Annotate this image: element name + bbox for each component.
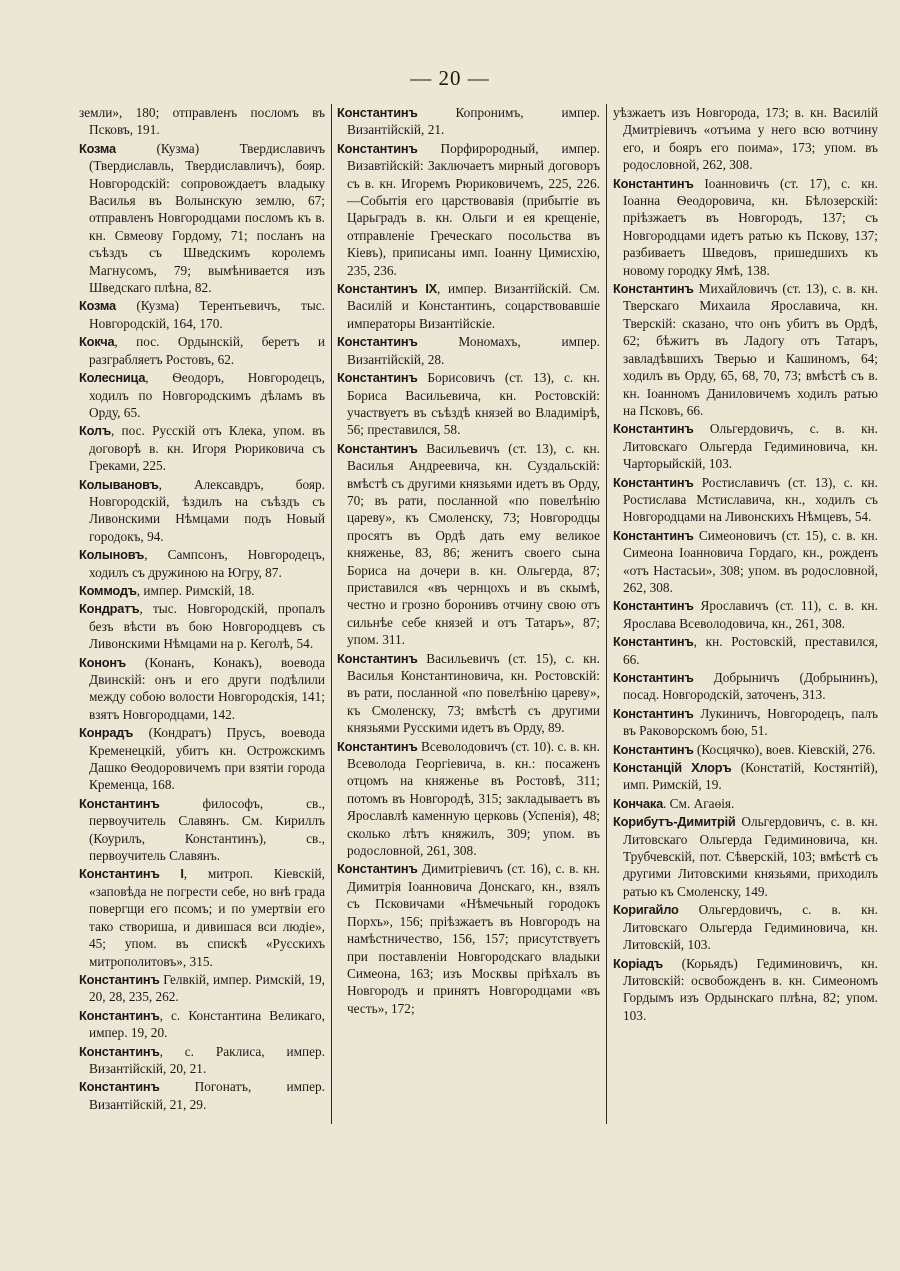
index-entry (613, 955, 878, 1025)
entry-headword: Константинъ (613, 474, 694, 490)
index-entry (613, 420, 878, 472)
entry-text: Васильевичъ (ст. 15), с. кн. Василья Константиновича, кн. Ростовскій: въ рати, посланной «по повелѣнію цареву», къ Смоленску, 73; вмѣстѣ съ другими князьями Русскими идетъ въ Орду, 89. (347, 650, 600, 736)
entry-text: (Кузма) Терентьевичъ, тыс. Новгородскій, 164, 170. (89, 298, 325, 331)
entry-headword: Колыновъ (79, 547, 145, 563)
index-entry (79, 140, 325, 297)
entry-headword: Кононъ (79, 654, 127, 670)
page-number: — 20 — (410, 66, 490, 90)
entry-headword: Константинъ (337, 105, 418, 120)
index-entry (79, 654, 325, 724)
index-entry (613, 597, 878, 632)
entry-headword: Константинъ (79, 971, 160, 987)
index-entry (337, 860, 600, 1017)
index-entry (79, 865, 325, 969)
entry-headword: Константинъ (613, 175, 694, 191)
column-divider (606, 104, 607, 1124)
entry-headword: Констанцій Хлоръ (613, 760, 732, 776)
index-entry (79, 104, 325, 139)
index-entry (79, 724, 325, 794)
entry-headword: Колесница (79, 370, 146, 386)
entry-text: , Ѳеодоръ, Новгородецъ, ходилъ по Новгородскимъ дѣламъ въ Орду, 65. (89, 370, 325, 420)
index-entry (613, 104, 878, 174)
entry-headword: Колывановъ (79, 476, 159, 492)
entry-text: Порфирородный, импер. Визавтійскій: Заключаетъ мирный договоръ съ в. кн. Игоремъ Рюриковичемъ, 225, 226.—Событія его царствовавія (прибытіе въ Царьградъ в. кн. Ольги и ея крещеніе, отправленіе Греческаго посольства въ Кіевъ), приписаны имп. Іоанну Цимисхію, 235, 236. (347, 140, 600, 278)
entry-headword: Кокча (79, 334, 115, 350)
index-entry (613, 175, 878, 279)
column-right (613, 104, 878, 1124)
index-entry (337, 440, 600, 649)
entry-text: Борисовичъ (ст. 13), с. кн. Бориса Васильевича, кн. Ростовскій: участвуетъ въ съѣздѣ князей во Владимірѣ, 56; преставился, 58. (347, 370, 600, 438)
entry-text: Ольгердовичъ, с. в. кн. Литовскаго Ольгерда Гедиминовича, кн. Литовскій, 103. (623, 902, 878, 953)
entry-headword: Константинъ (79, 795, 160, 811)
entry-text: Симеоновичъ (ст. 15), с. в. кн. Симеона Іоанновича Гордаго, кн., рожденъ «отъ Настасьи», 308; упом. въ родословной, 262, 308. (623, 527, 878, 595)
entry-text: (Косцячко), воев. Кіевскій, 276. (693, 741, 876, 757)
entry-text: земли», 180; отправленъ посломъ въ Псковъ, 191. (79, 105, 325, 138)
index-entry (337, 104, 600, 139)
index-entry (337, 280, 600, 332)
entry-text: , с. Раклиса, импер. Византійскій, 20, 21. (89, 1043, 325, 1076)
index-entry (613, 901, 878, 953)
index-entry (337, 650, 600, 737)
entry-headword: Константинъ (613, 421, 694, 437)
index-entry (613, 474, 878, 526)
entry-headword: Константинъ (337, 738, 418, 754)
entry-text: (Кондратъ) Прусъ, воевода Кременецкій, убитъ кн. Острожскимъ Дашко Ѳеодоровичемъ при взятіи города Кременца, 168. (89, 725, 325, 793)
entry-headword: Константинъ (337, 861, 418, 877)
index-entry (613, 280, 878, 419)
index-entry (613, 759, 878, 794)
entry-headword: Константинъ (613, 527, 694, 543)
index-entry (613, 705, 878, 740)
entry-headword: Константинъ (613, 670, 694, 685)
index-entry (337, 369, 600, 439)
entry-text: Ярославичъ (ст. 11), с. в. кн. Ярослава Всеволодовича, кн., 261, 308. (623, 598, 878, 631)
column-middle (337, 104, 600, 1124)
entry-headword: Константинъ (613, 705, 694, 721)
entry-text: Всеволодовичъ (ст. 10). с. в. кн. Всеволода Георгіевича, в. кн.: посаженъ отцомъ на княженье въ Ростовѣ, 311; потомъ въ Новгородѣ, 315; закладываетъ въ Ярославлѣ каменную церковь (Успенія), 48; сколько лѣтъ княжилъ, 309; упом. въ родословной, 261, 308. (347, 738, 600, 859)
index-entry (79, 1043, 325, 1078)
entry-headword: Константинъ (613, 598, 694, 614)
entry-text: , с. Константина Великаго, импер. 19, 20. (89, 1007, 325, 1041)
entry-headword: Колъ (79, 423, 111, 439)
entry-headword: Корибутъ-Димитрій (613, 814, 736, 830)
entry-text: (Констатій, Костянтій), имп. Римскій, 19. (623, 760, 878, 793)
entry-headword: Константинъ (613, 741, 694, 757)
entry-text: Мономахъ, импер. Византійскій, 28. (347, 334, 600, 367)
index-entry (79, 795, 325, 865)
entry-text: . См. Агаѳія. (663, 795, 735, 811)
entry-text: , пос. Ордынскій, беретъ и разграбляетъ Ростовъ, 62. (89, 334, 325, 367)
index-entry (613, 741, 878, 758)
entry-headword: Коммодъ (79, 582, 137, 598)
index-entry (79, 422, 325, 474)
index-entry (79, 971, 325, 1006)
index-entry (79, 1007, 325, 1042)
entry-headword: Конрадъ (79, 725, 134, 741)
index-entry (79, 582, 325, 599)
entry-text: Васильевичъ (ст. 13), с. кн. Василья Андреевича, кн. Суздальскій: вмѣстѣ съ другими князьями идетъ въ Орду, 70; въ рати, посланной «по повелѣнію цареву», къ Смоленску, 73; Новгородцы просятъ въ Ордѣ дать ему великое княженье, 83, 86; женитъ своего сына Бориса на дочери в. кн. Ольгерда, 87; приставился «въ чернцохъ и въ скымѣ, честно и грозно боронивъ отчину свою отъ сильнѣе себе князей и отъ Татаръ», 87; упом. 311. (347, 440, 600, 648)
entry-text: философъ, св., первоучитель Славянъ. См. Кириллъ (Коурилъ, Константинъ), св., первоучитель Славянъ. (89, 795, 325, 864)
index-entry (79, 546, 325, 581)
index-entry (613, 633, 878, 668)
index-entry (79, 476, 325, 546)
index-entry (613, 527, 878, 597)
entry-text: Ольгердовичъ, с. в. кн. Литовскаго Ольгерда Гедиминовича, кн. Трубчевскій, пот. Сѣверскій, 103; вмѣстѣ съ другими Литовскими князьями, приходилъ ратью къ Смоленску, 149. (623, 814, 878, 899)
entry-headword: Константинъ (337, 650, 418, 666)
entry-text: Іоанновичъ (ст. 17), с. кн. Іоанна Ѳеодоровича, кн. Бѣлозерскій: пріѣзжаетъ въ Новгородъ, 137; съ Новгородцами идетъ ратью къ Пскову, 137; разбиваетъ Шведовъ, пришедшихъ къ новому городку Ямѣ, 138. (623, 175, 878, 278)
entry-text: (Корьядъ) Гедиминовичъ, кн. Литовскій: освобожденъ в. кн. Симеономъ Гордымъ изъ Ордынскаго плѣна, 82; упом. 103. (623, 955, 878, 1023)
entry-headword: Коріадъ (613, 955, 663, 971)
index-entry (79, 369, 325, 421)
entry-text: , митроп. Кіевскій, «заповѣда не погрести себе, но внѣ града повергщи его псомъ; и по умертвіи его тако створиша, и дивишася вси людіе», 45; упом. въ спискѣ «Русскихъ митрополитовъ», 315. (89, 866, 325, 969)
index-entry (79, 1078, 325, 1113)
entry-headword: Константинъ (337, 440, 418, 456)
index-entry (79, 600, 325, 652)
entry-text: , Алексавдръ, бояр. Новгородскій, ѣздилъ на съѣздъ съ Ливонскими Нѣмцами подъ Новый городокъ, 94. (89, 476, 325, 544)
entry-text: , пос. Русскій отъ Клека, упом. въ договорѣ в. кн. Игоря Рюриковича съ Греками, 225. (89, 423, 325, 474)
index-entry (337, 738, 600, 860)
entry-headword: Козма (79, 140, 116, 156)
entry-headword: Константинъ (79, 1043, 160, 1059)
entry-text: уѣзжаетъ изъ Новгорода, 173; в. кн. Василій Дмитріевичъ «отъима у него всю вотчину его, и бояръ его поима», 173; упом. въ родословной, 262, 308. (613, 105, 878, 173)
entry-text: Ростиславичъ (ст. 13), с. кн. Ростислава Мстиславича, кн., ходилъ съ Новгородцами на Ливонскихъ Нѣмцевъ, 54. (623, 474, 878, 525)
entry-text: Погонатъ, импер. Византійскій, 21, 29. (89, 1079, 325, 1112)
column-left (79, 104, 325, 1124)
entry-text: , импер. Римскій, 18. (136, 582, 255, 598)
index-entry (79, 297, 325, 332)
entry-text: (Конанъ, Конакъ), воевода Двинскій: онъ и его други подѣлили между собою волости Новгородскія, 141; взятъ Новгородцами, 142. (89, 654, 325, 722)
entry-headword: Константинъ (337, 370, 418, 386)
entry-headword: Константинъ (613, 281, 694, 297)
index-entry (613, 795, 878, 812)
entry-headword: Константинъ (337, 334, 418, 350)
entry-text: , Сампсонъ, Новгородецъ, ходилъ съ дружиною на Югру, 87. (89, 547, 325, 580)
entry-headword: Константинъ (613, 634, 694, 650)
entry-text: (Кузма) Твердиславичъ (Твердиславль, Твердиславличъ), бояр. Новгородскій: сопровождаетъ владыку Василья въ Волынскую землю, 67; отправленъ Новгородцами посломъ къ в. кн. Свмеову Гордому, 71; посланъ на съѣздъ съ Шведскимъ королемъ Магнусомъ, 79; вымѣнивается изъ Шведскаго плѣна, 82. (89, 140, 325, 296)
entry-headword: Коригайло (613, 902, 679, 918)
entry-text: Добрыничъ (Добрынинъ), посад. Новгородскій, заточенъ, 313. (623, 670, 878, 703)
entry-headword: Козма (79, 298, 116, 314)
column-divider (331, 104, 332, 1124)
entry-headword: Константинъ (79, 1079, 160, 1095)
index-entry (79, 333, 325, 368)
entry-text: Ольгердовичъ, с. в. кн. Литовскаго Ольгерда Гедиминовича, кн. Чарторыйскій, 103. (623, 421, 878, 472)
entry-text: Михайловичъ (ст. 13), с. в. кн. Тверскаго Михаила Ярославича, кн. Тверскій: сказано, что онъ убитъ въ Ордѣ, 62; бѣжитъ въ Ладогу отъ Татаръ, завладѣвшихъ Тверью и Кашиномъ, 64; ходилъ въ Орду, 65, 68, 70, 73; вмѣстѣ съ в. кн. Іоанномъ Даниловичемъ ходилъ ратью на Псковъ, 66. (623, 281, 878, 418)
entry-text: , кн. Ростовскій, преставился, 66. (623, 634, 878, 667)
entry-headword: Кондратъ (79, 601, 140, 617)
index-entry (337, 333, 600, 368)
entry-text: , тыс. Новгородскій, пропалъ безъ вѣсти въ бою Новгородцевъ съ Ливонскими Нѣмцами на р. Кеголѣ, 54. (89, 601, 325, 652)
entry-text: Копронимъ, импер. Византійскій, 21. (347, 105, 600, 138)
index-entry (337, 140, 600, 279)
entry-headword: Константинъ (79, 1007, 160, 1023)
entry-headword: Константинъ (337, 140, 418, 156)
entry-text: Димитріевичъ (ст. 16), с. в. кн. Димитрія Іоанновича Донскаго, кн., взялъ съ Псковичами «Нѣмечьный городокъ Порхъ», 156; пріѣзжаетъ въ Новгородъ на намѣстничество, 156, 157; присутствуетъ при поставленіи Новгородскаго владыки Симеона, 163; изъ Москвы пріѣхалъ въ Новгородъ и принятъ Новгородцами «въ честь», 172; (347, 861, 600, 1016)
entry-text: Лукиничъ, Новгородецъ, палъ въ Раковорскомъ бою, 51. (623, 705, 878, 739)
entry-headword: Константинъ I (79, 866, 184, 882)
entry-headword: Константинъ IX (337, 281, 438, 297)
entry-text: , импер. Византійскій. См. Василій и Константинъ, соцарствовавшіе императоры Византійскіе. (347, 281, 600, 331)
index-entry (613, 669, 878, 704)
entry-text: Гелвкій, импер. Римскій, 19, 20, 28, 235, 262. (89, 971, 325, 1005)
entry-headword: Кончака (613, 795, 664, 811)
index-entry (613, 813, 878, 900)
